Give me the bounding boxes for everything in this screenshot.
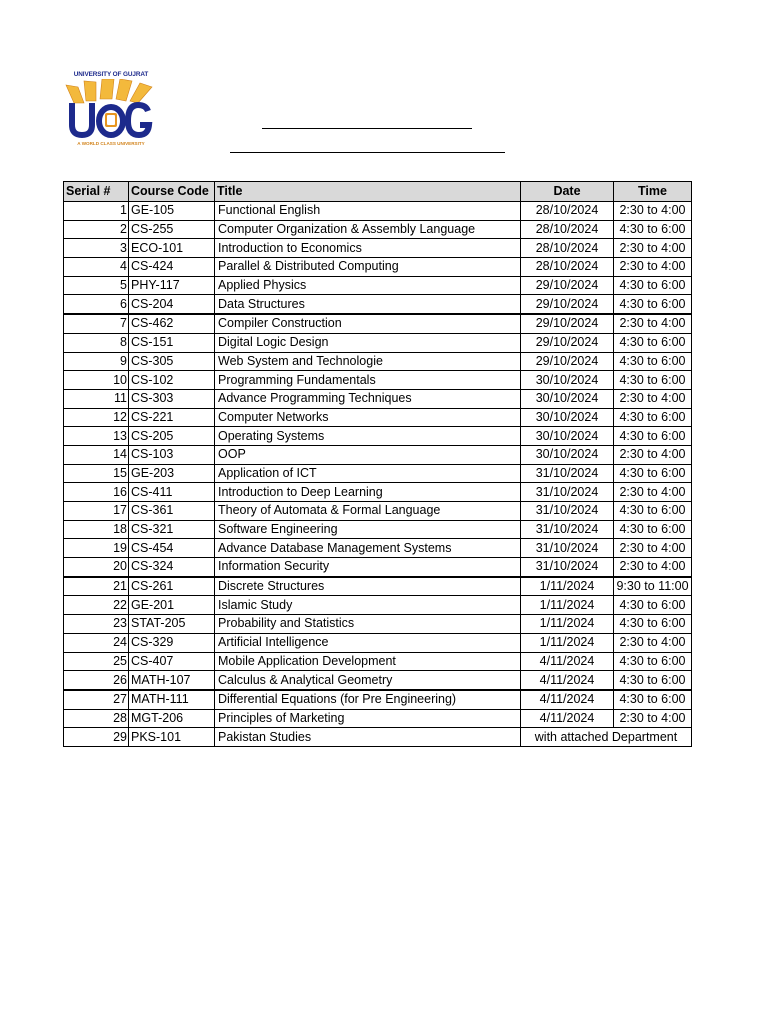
serial-cell: 3 <box>64 239 129 258</box>
table-row <box>64 577 692 596</box>
table-row <box>64 709 692 728</box>
serial-cell: 9 <box>64 352 129 371</box>
exam-date-cell: 28/10/2024 <box>521 258 614 277</box>
course-title-cell: Functional English <box>215 202 521 221</box>
exam-date-cell: 30/10/2024 <box>521 445 614 464</box>
exam-date-cell: 28/10/2024 <box>521 239 614 258</box>
exam-date-cell: 29/10/2024 <box>521 314 614 333</box>
exam-time-cell: 2:30 to 4:00 <box>614 445 692 464</box>
course-title-cell: Theory of Automata & Formal Language <box>215 502 521 521</box>
exam-date-cell: 31/10/2024 <box>521 502 614 521</box>
exam-date-cell: 4/11/2024 <box>521 652 614 671</box>
header-course-code: Course Code <box>129 182 215 202</box>
exam-date-cell: 30/10/2024 <box>521 408 614 427</box>
course-code-cell: GE-201 <box>129 596 215 615</box>
exam-time-cell: 2:30 to 4:00 <box>614 202 692 221</box>
course-title-cell: Principles of Marketing <box>215 709 521 728</box>
course-code-cell: MATH-111 <box>129 690 215 709</box>
exam-time-cell: 2:30 to 4:00 <box>614 539 692 558</box>
table-row <box>64 558 692 577</box>
exam-time-cell: 4:30 to 6:00 <box>614 352 692 371</box>
table-row <box>64 295 692 314</box>
course-code-cell: CS-324 <box>129 558 215 577</box>
course-code-cell: CS-303 <box>129 389 215 408</box>
course-title-cell: Advance Database Management Systems <box>215 539 521 558</box>
serial-cell: 29 <box>64 728 129 747</box>
course-code-cell: STAT-205 <box>129 615 215 634</box>
table-row <box>64 633 692 652</box>
serial-cell: 12 <box>64 408 129 427</box>
course-code-cell: CS-407 <box>129 652 215 671</box>
table-row <box>64 371 692 390</box>
exam-time-cell: 4:30 to 6:00 <box>614 464 692 483</box>
exam-date-cell: 31/10/2024 <box>521 539 614 558</box>
serial-cell: 8 <box>64 333 129 352</box>
table-row <box>64 596 692 615</box>
exam-time-cell: 2:30 to 4:00 <box>614 314 692 333</box>
course-title-cell: Compiler Construction <box>215 314 521 333</box>
table-row <box>64 220 692 239</box>
exam-time-cell: 4:30 to 6:00 <box>614 502 692 521</box>
exam-time-cell: 4:30 to 6:00 <box>614 295 692 314</box>
header-title: Title <box>215 182 521 202</box>
course-code-cell: CS-321 <box>129 520 215 539</box>
serial-cell: 10 <box>64 371 129 390</box>
table-row <box>64 389 692 408</box>
table-row <box>64 690 692 709</box>
course-title-cell: Software Engineering <box>215 520 521 539</box>
serial-cell: 22 <box>64 596 129 615</box>
table-row <box>64 464 692 483</box>
course-title-cell: Computer Networks <box>215 408 521 427</box>
course-code-cell: MGT-206 <box>129 709 215 728</box>
serial-cell: 7 <box>64 314 129 333</box>
table-row <box>64 671 692 690</box>
course-code-cell: CS-454 <box>129 539 215 558</box>
table-row <box>64 483 692 502</box>
serial-cell: 18 <box>64 520 129 539</box>
course-title-cell: OOP <box>215 445 521 464</box>
exam-time-cell: 4:30 to 6:00 <box>614 427 692 446</box>
course-title-cell: Programming Fundamentals <box>215 371 521 390</box>
course-code-cell: CS-103 <box>129 445 215 464</box>
exam-time-cell: 2:30 to 4:00 <box>614 258 692 277</box>
exam-date-cell: 4/11/2024 <box>521 709 614 728</box>
exam-time-cell: 4:30 to 6:00 <box>614 276 692 295</box>
exam-date-cell: 31/10/2024 <box>521 483 614 502</box>
serial-cell: 13 <box>64 427 129 446</box>
department-note-cell: with attached Department <box>521 728 692 747</box>
course-title-cell: Information Security <box>215 558 521 577</box>
course-title-cell: Mobile Application Development <box>215 652 521 671</box>
subtitle-line <box>230 152 505 153</box>
serial-cell: 19 <box>64 539 129 558</box>
exam-time-cell: 9:30 to 11:00 <box>614 577 692 596</box>
exam-time-cell: 4:30 to 6:00 <box>614 596 692 615</box>
exam-time-cell: 2:30 to 4:00 <box>614 483 692 502</box>
course-title-cell: Web System and Technologie <box>215 352 521 371</box>
serial-cell: 15 <box>64 464 129 483</box>
course-code-cell: CS-261 <box>129 577 215 596</box>
exam-time-cell: 4:30 to 6:00 <box>614 408 692 427</box>
exam-time-cell: 2:30 to 4:00 <box>614 633 692 652</box>
course-code-cell: CS-305 <box>129 352 215 371</box>
serial-cell: 2 <box>64 220 129 239</box>
course-title-cell: Discrete Structures <box>215 577 521 596</box>
exam-time-cell: 4:30 to 6:00 <box>614 220 692 239</box>
exam-date-cell: 29/10/2024 <box>521 333 614 352</box>
exam-date-cell: 1/11/2024 <box>521 615 614 634</box>
course-code-cell: CS-411 <box>129 483 215 502</box>
table-row <box>64 539 692 558</box>
header-date: Date <box>521 182 614 202</box>
course-code-cell: GE-203 <box>129 464 215 483</box>
table-row <box>64 427 692 446</box>
exam-date-cell: 28/10/2024 <box>521 202 614 221</box>
course-code-cell: CS-329 <box>129 633 215 652</box>
course-code-cell: CS-151 <box>129 333 215 352</box>
exam-date-cell: 31/10/2024 <box>521 520 614 539</box>
exam-date-cell: 31/10/2024 <box>521 464 614 483</box>
course-title-cell: Differential Equations (for Pre Engineering) <box>215 690 521 709</box>
exam-date-cell: 1/11/2024 <box>521 633 614 652</box>
exam-time-cell: 4:30 to 6:00 <box>614 652 692 671</box>
exam-date-cell: 1/11/2024 <box>521 596 614 615</box>
exam-date-cell: 30/10/2024 <box>521 389 614 408</box>
serial-cell: 6 <box>64 295 129 314</box>
title-line <box>262 128 472 129</box>
course-code-cell: CS-255 <box>129 220 215 239</box>
course-code-cell: CS-424 <box>129 258 215 277</box>
course-title-cell: Artificial Intelligence <box>215 633 521 652</box>
course-code-cell: CS-204 <box>129 295 215 314</box>
table-row <box>64 202 692 221</box>
course-code-cell: GE-105 <box>129 202 215 221</box>
course-title-cell: Applied Physics <box>215 276 521 295</box>
course-title-cell: Introduction to Economics <box>215 239 521 258</box>
table-row <box>64 652 692 671</box>
exam-time-cell: 4:30 to 6:00 <box>614 615 692 634</box>
exam-date-cell: 4/11/2024 <box>521 690 614 709</box>
exam-date-cell: 31/10/2024 <box>521 558 614 577</box>
table-row <box>64 408 692 427</box>
table-header-row <box>64 182 692 202</box>
exam-date-cell: 29/10/2024 <box>521 352 614 371</box>
course-title-cell: Computer Organization & Assembly Language <box>215 220 521 239</box>
table-row <box>64 520 692 539</box>
exam-date-cell: 4/11/2024 <box>521 671 614 690</box>
course-title-cell: Data Structures <box>215 295 521 314</box>
serial-cell: 11 <box>64 389 129 408</box>
serial-cell: 4 <box>64 258 129 277</box>
serial-cell: 26 <box>64 671 129 690</box>
exam-time-cell: 4:30 to 6:00 <box>614 671 692 690</box>
course-code-cell: PHY-117 <box>129 276 215 295</box>
course-title-cell: Probability and Statistics <box>215 615 521 634</box>
table-row <box>64 352 692 371</box>
header-serial: Serial # <box>64 182 129 202</box>
table-row <box>64 333 692 352</box>
course-code-cell: PKS-101 <box>129 728 215 747</box>
course-title-cell: Calculus & Analytical Geometry <box>215 671 521 690</box>
exam-time-cell: 2:30 to 4:00 <box>614 558 692 577</box>
course-title-cell: Islamic Study <box>215 596 521 615</box>
course-code-cell: CS-361 <box>129 502 215 521</box>
serial-cell: 25 <box>64 652 129 671</box>
exam-time-cell: 2:30 to 4:00 <box>614 709 692 728</box>
course-code-cell: CS-205 <box>129 427 215 446</box>
logo-university-name: UNIVERSITY OF GUJRAT <box>73 71 149 78</box>
table-row <box>64 258 692 277</box>
course-title-cell: Advance Programming Techniques <box>215 389 521 408</box>
serial-cell: 17 <box>64 502 129 521</box>
course-title-cell: Operating Systems <box>215 427 521 446</box>
exam-date-cell: 28/10/2024 <box>521 220 614 239</box>
serial-cell: 23 <box>64 615 129 634</box>
serial-cell: 5 <box>64 276 129 295</box>
course-code-cell: CS-462 <box>129 314 215 333</box>
exam-time-cell: 4:30 to 6:00 <box>614 333 692 352</box>
exam-date-cell: 1/11/2024 <box>521 577 614 596</box>
table-row <box>64 502 692 521</box>
course-title-cell: Application of ICT <box>215 464 521 483</box>
exam-date-cell: 29/10/2024 <box>521 276 614 295</box>
serial-cell: 16 <box>64 483 129 502</box>
university-logo <box>62 71 160 151</box>
serial-cell: 24 <box>64 633 129 652</box>
course-code-cell: CS-221 <box>129 408 215 427</box>
exam-time-cell: 4:30 to 6:00 <box>614 520 692 539</box>
exam-schedule-table <box>63 181 692 747</box>
exam-time-cell: 4:30 to 6:00 <box>614 371 692 390</box>
table-row <box>64 276 692 295</box>
course-title-cell: Introduction to Deep Learning <box>215 483 521 502</box>
course-code-cell: CS-102 <box>129 371 215 390</box>
course-code-cell: ECO-101 <box>129 239 215 258</box>
serial-cell: 28 <box>64 709 129 728</box>
header-time: Time <box>614 182 692 202</box>
course-title-cell: Parallel & Distributed Computing <box>215 258 521 277</box>
table-row <box>64 615 692 634</box>
serial-cell: 27 <box>64 690 129 709</box>
exam-time-cell: 2:30 to 4:00 <box>614 239 692 258</box>
serial-cell: 21 <box>64 577 129 596</box>
exam-date-cell: 29/10/2024 <box>521 295 614 314</box>
serial-cell: 1 <box>64 202 129 221</box>
exam-time-cell: 2:30 to 4:00 <box>614 389 692 408</box>
serial-cell: 14 <box>64 445 129 464</box>
table-row <box>64 445 692 464</box>
course-code-cell: MATH-107 <box>129 671 215 690</box>
logo-tagline: A WORLD CLASS UNIVERSITY <box>77 141 145 146</box>
exam-date-cell: 30/10/2024 <box>521 427 614 446</box>
uog-logo-mark <box>62 79 160 141</box>
exam-date-cell: 30/10/2024 <box>521 371 614 390</box>
course-title-cell: Digital Logic Design <box>215 333 521 352</box>
exam-time-cell: 4:30 to 6:00 <box>614 690 692 709</box>
course-title-cell: Pakistan Studies <box>215 728 521 747</box>
table-row <box>64 239 692 258</box>
table-row <box>64 728 692 747</box>
table-body <box>64 202 692 747</box>
serial-cell: 20 <box>64 558 129 577</box>
table-row <box>64 314 692 333</box>
